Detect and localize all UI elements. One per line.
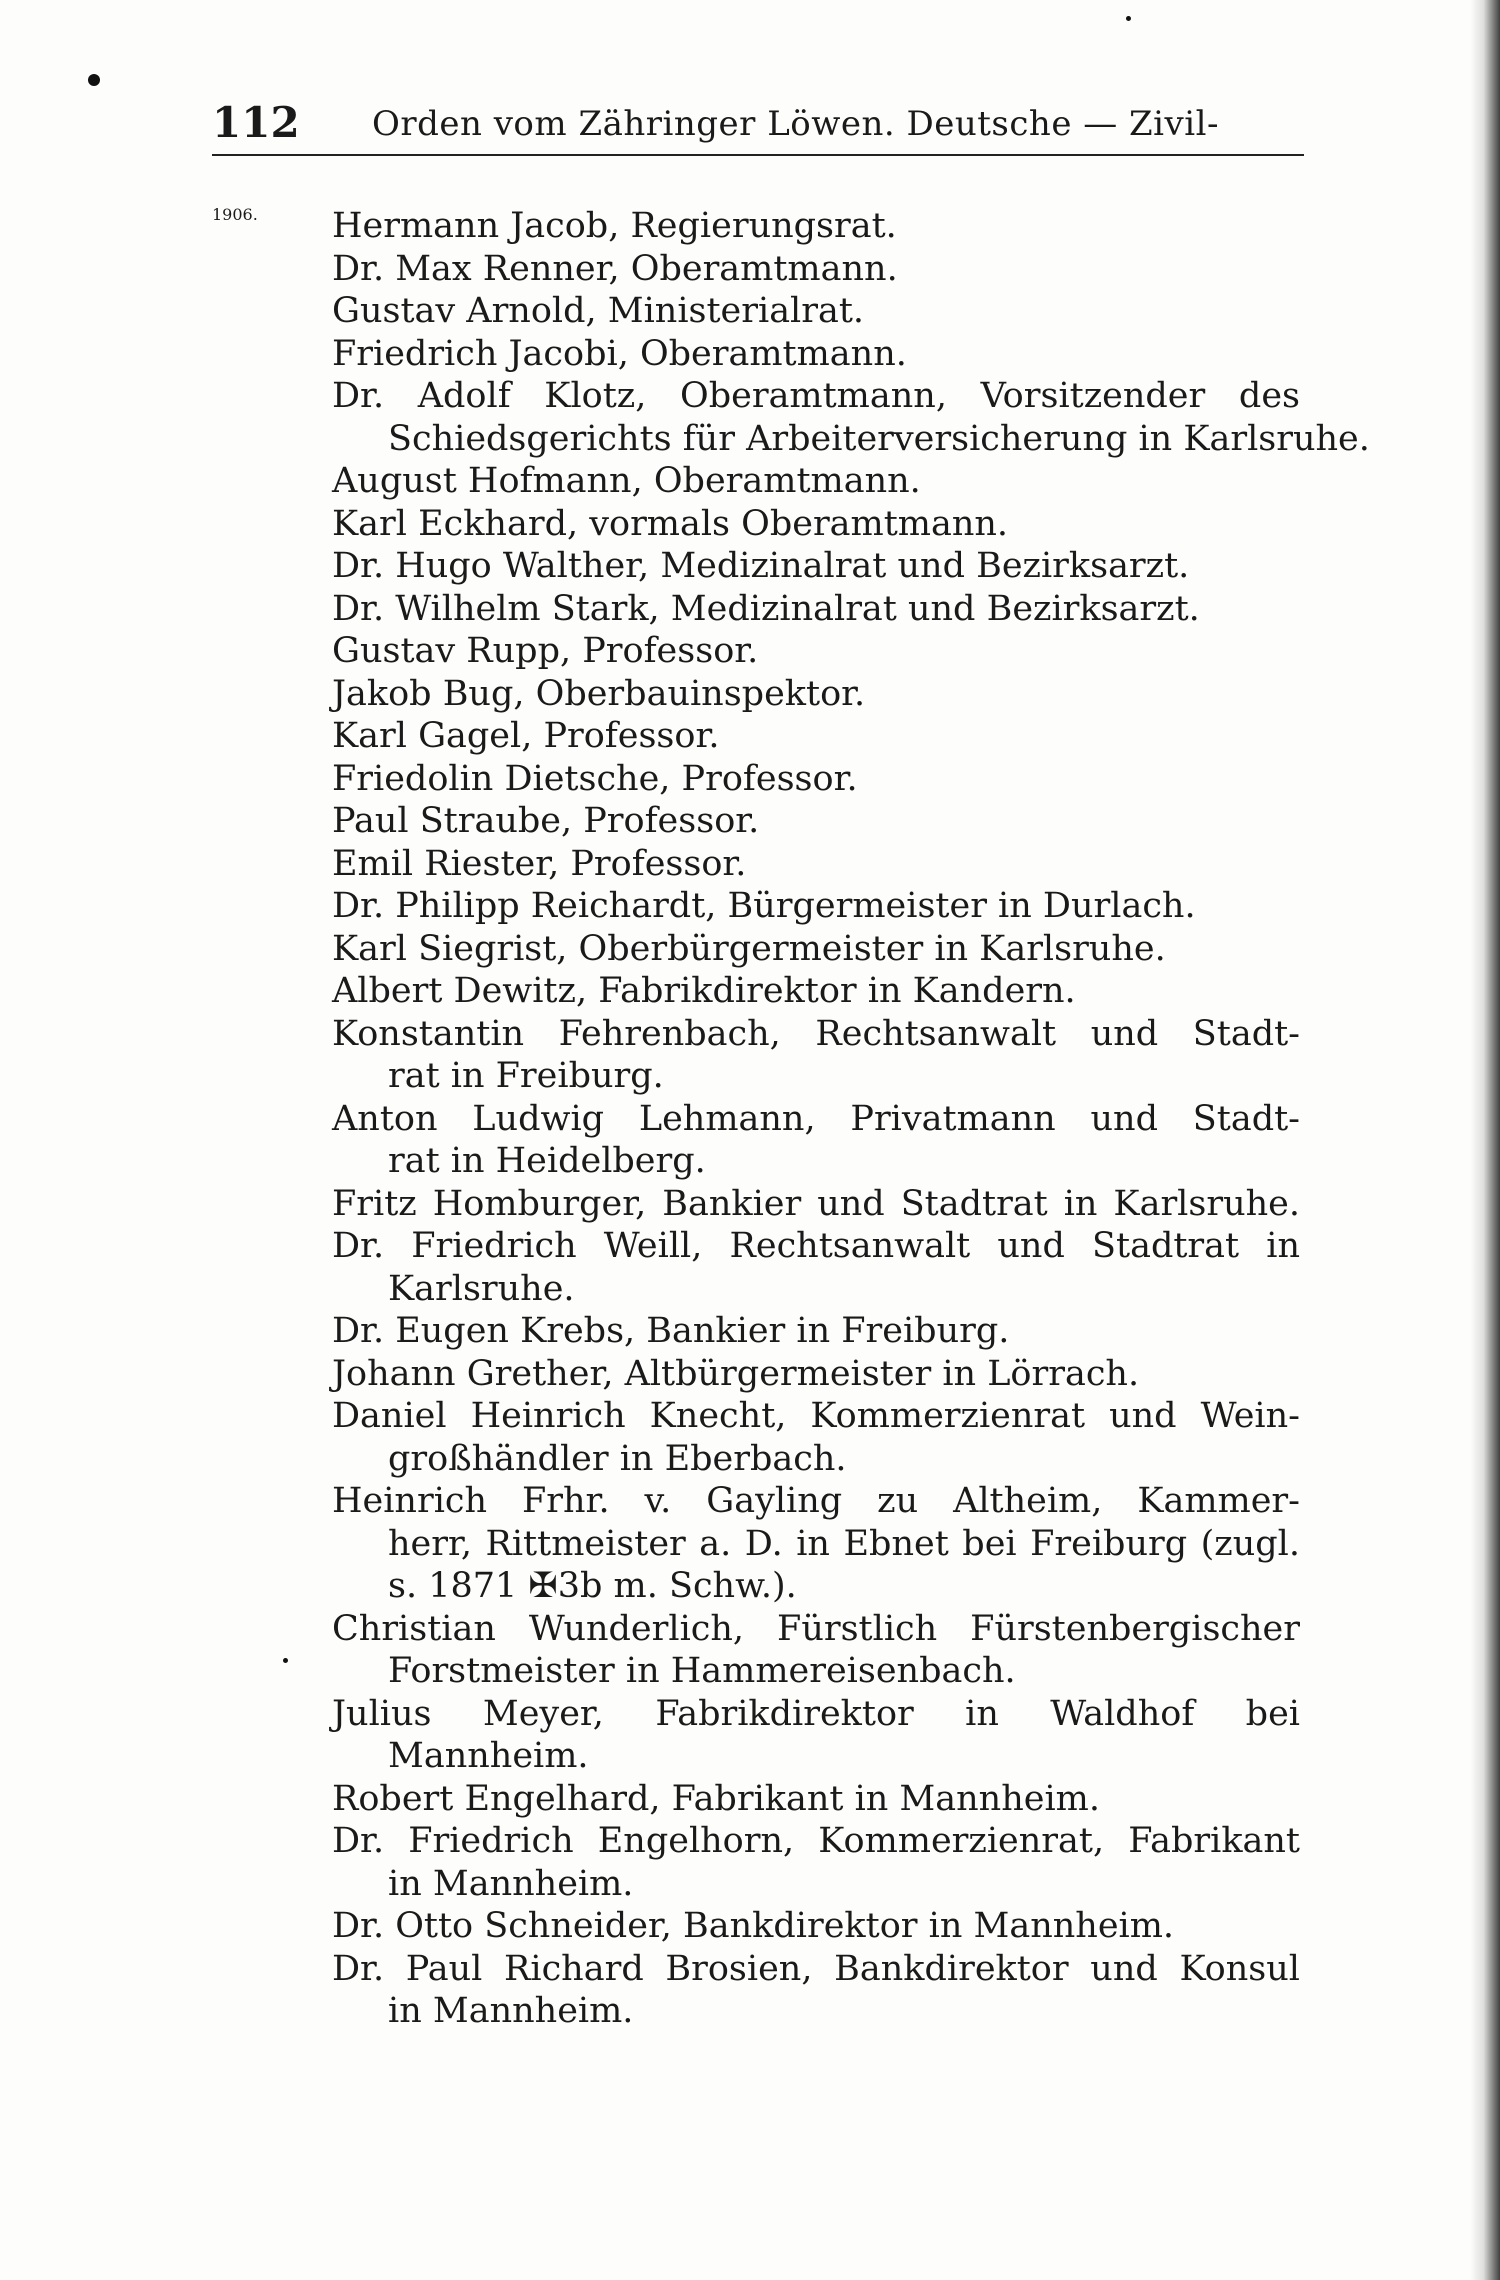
list-item xyxy=(0,928,1500,971)
entry-text: Dr. Adolf Klotz, Oberamtmann, Vorsitzender des xyxy=(332,376,1300,416)
entry-text: Johann Grether, Altbürgermeister in Lörrach. xyxy=(332,1353,1140,1394)
list-item xyxy=(0,545,1500,588)
list-item xyxy=(0,1225,1500,1310)
list-item xyxy=(0,1778,1500,1821)
entry-line xyxy=(0,503,1500,546)
entry-text: Fritz Homburger, Bankier und Stadtrat in Karlsruhe. xyxy=(332,1183,1300,1224)
entry-continuation-line xyxy=(0,1735,1500,1778)
list-item xyxy=(0,885,1500,928)
entry-line xyxy=(0,545,1500,588)
entry-text: rat in Freiburg. xyxy=(388,1056,664,1096)
entry-text: Schiedsgerichts für Arbeiterversicherung in Karlsruhe. xyxy=(388,418,1370,459)
entry-text: Dr. Wilhelm Stark, Medizinalrat und Bezirksarzt. xyxy=(332,588,1200,629)
list-item xyxy=(0,460,1500,503)
entry-line xyxy=(0,673,1500,716)
entry-line xyxy=(0,970,1500,1013)
ink-speck xyxy=(1126,16,1131,21)
entry-line xyxy=(0,758,1500,801)
entry-line xyxy=(0,715,1500,758)
entry-text: Gustav Rupp, Professor. xyxy=(332,631,759,671)
entry-text: Dr. Philipp Reichardt, Bürgermeister in Durlach. xyxy=(332,886,1196,926)
list-item xyxy=(0,970,1500,1013)
entry-text: Albert Dewitz, Fabrikdirektor in Kandern. xyxy=(332,971,1076,1011)
entry-line xyxy=(0,205,1500,248)
list-item xyxy=(0,758,1500,801)
list-item xyxy=(0,248,1500,291)
entry-text: Hermann Jacob, Regierungsrat. xyxy=(332,206,897,246)
year-label: 1906. xyxy=(212,205,258,224)
entry-line xyxy=(0,290,1500,333)
entry-continuation-line xyxy=(0,1565,1500,1608)
entry-text: in Mannheim. xyxy=(388,1863,634,1904)
entry-text: Anton Ludwig Lehmann, Privatmann und Stadt- xyxy=(332,1098,1300,1139)
entry-continuation-line xyxy=(0,1523,1500,1566)
entry-line xyxy=(0,1480,1500,1523)
entry-text: Gustav Arnold, Ministerialrat. xyxy=(332,291,865,331)
entry-line xyxy=(0,1608,1500,1651)
list-item xyxy=(0,1608,1500,1693)
entry-line xyxy=(0,460,1500,503)
entry-line xyxy=(0,1013,1500,1056)
entry-line xyxy=(0,1098,1500,1141)
entry-text: Christian Wunderlich, Fürstlich Fürstenbergischer xyxy=(332,1608,1300,1649)
list-item xyxy=(0,715,1500,758)
entry-text: Karlsruhe. xyxy=(388,1268,575,1309)
entry-text: s. 1871 ✠3b m. Schw.). xyxy=(388,1566,797,1606)
entry-text: Emil Riester, Professor. xyxy=(332,843,747,884)
entry-continuation-line xyxy=(0,1140,1500,1183)
entry-continuation-line xyxy=(0,1650,1500,1693)
entry-line xyxy=(0,885,1500,928)
list-item xyxy=(0,1310,1500,1353)
entry-text: Friedolin Dietsche, Professor. xyxy=(332,758,858,799)
list-item xyxy=(0,333,1500,376)
entry-text: Dr. Friedrich Engelhorn, Kommerzienrat, Fabrikant xyxy=(332,1821,1300,1861)
entry-line xyxy=(0,630,1500,673)
entry-text: Dr. Otto Schneider, Bankdirektor in Mannheim. xyxy=(332,1906,1175,1946)
entry-continuation-line xyxy=(0,1990,1500,2033)
entry-continuation-line xyxy=(0,1268,1500,1311)
entry-text: Julius Meyer, Fabrikdirektor in Waldhof bei xyxy=(332,1693,1300,1734)
page-number: 112 xyxy=(212,98,300,147)
entry-text: Karl Siegrist, Oberbürgermeister in Karlsruhe. xyxy=(332,928,1166,969)
list-item xyxy=(0,630,1500,673)
list-item xyxy=(0,588,1500,631)
entry-line xyxy=(0,1820,1500,1863)
entry-line xyxy=(0,800,1500,843)
list-item xyxy=(0,1098,1500,1183)
page-header xyxy=(212,96,1304,156)
ink-speck xyxy=(88,74,100,86)
list-item xyxy=(0,1693,1500,1778)
entry-text: Dr. Max Renner, Oberamtmann. xyxy=(332,248,898,289)
entry-line xyxy=(0,248,1500,291)
entry-line xyxy=(0,1395,1500,1438)
list-item xyxy=(0,1905,1500,1948)
entry-text: Jakob Bug, Oberbauinspektor. xyxy=(332,673,866,714)
entry-text: in Mannheim. xyxy=(388,1991,634,2031)
entry-text: August Hofmann, Oberamtmann. xyxy=(332,461,921,501)
entry-text: Forstmeister in Hammereisenbach. xyxy=(388,1651,1016,1691)
entry-line xyxy=(0,1905,1500,1948)
entry-line xyxy=(0,1310,1500,1353)
entry-text: Friedrich Jacobi, Oberamtmann. xyxy=(332,333,907,374)
entry-text: herr, Rittmeister a. D. in Ebnet bei Freiburg (zugl. xyxy=(388,1523,1300,1564)
entry-continuation-line xyxy=(0,418,1500,461)
list-item xyxy=(0,1183,1500,1226)
entry-text: Heinrich Frhr. v. Gayling zu Altheim, Kammer- xyxy=(332,1481,1300,1521)
list-item xyxy=(0,1820,1500,1905)
entry-line xyxy=(0,1948,1500,1991)
entry-list xyxy=(0,205,1500,2033)
list-item xyxy=(0,843,1500,886)
entry-line xyxy=(0,928,1500,971)
entry-text: Dr. Eugen Krebs, Bankier in Freiburg. xyxy=(332,1311,1010,1351)
entry-line xyxy=(0,1183,1500,1226)
list-item xyxy=(0,375,1500,460)
entry-line xyxy=(0,843,1500,886)
entry-text: rat in Heidelberg. xyxy=(388,1141,706,1181)
list-item xyxy=(0,1948,1500,2033)
entry-text: Konstantin Fehrenbach, Rechtsanwalt und Stadt- xyxy=(332,1013,1300,1054)
entry-line xyxy=(0,375,1500,418)
entry-text: Robert Engelhard, Fabrikant in Mannheim. xyxy=(332,1778,1100,1819)
entry-continuation-line xyxy=(0,1438,1500,1481)
entry-line xyxy=(0,1353,1500,1396)
entry-line xyxy=(0,1693,1500,1736)
entry-text: Dr. Friedrich Weill, Rechtsanwalt und Stadtrat in xyxy=(332,1226,1300,1266)
entry-text: Mannheim. xyxy=(388,1736,589,1776)
list-item xyxy=(0,1480,1500,1608)
list-item xyxy=(0,800,1500,843)
entry-text: Daniel Heinrich Knecht, Kommerzienrat und Wein- xyxy=(332,1396,1300,1436)
entry-text: Karl Gagel, Professor. xyxy=(332,716,720,756)
list-item xyxy=(0,1353,1500,1396)
running-head: Orden vom Zähringer Löwen. Deutsche — Zivil- xyxy=(372,104,1219,144)
entry-text: Dr. Paul Richard Brosien, Bankdirektor und Konsul xyxy=(332,1948,1300,1989)
entry-continuation-line xyxy=(0,1055,1500,1098)
list-item xyxy=(0,205,1500,248)
list-item xyxy=(0,1013,1500,1098)
entry-continuation-line xyxy=(0,1863,1500,1906)
entry-text: großhändler in Eberbach. xyxy=(388,1438,847,1479)
list-item xyxy=(0,503,1500,546)
list-item xyxy=(0,1395,1500,1480)
entry-text: Paul Straube, Professor. xyxy=(332,801,760,841)
entry-line xyxy=(0,1225,1500,1268)
entry-text: Dr. Hugo Walther, Medizinalrat und Bezirksarzt. xyxy=(332,546,1190,586)
list-item xyxy=(0,290,1500,333)
entry-text: Karl Eckhard, vormals Oberamtmann. xyxy=(332,503,1009,544)
entry-line xyxy=(0,333,1500,376)
list-item xyxy=(0,673,1500,716)
entry-line xyxy=(0,1778,1500,1821)
entry-line xyxy=(0,588,1500,631)
